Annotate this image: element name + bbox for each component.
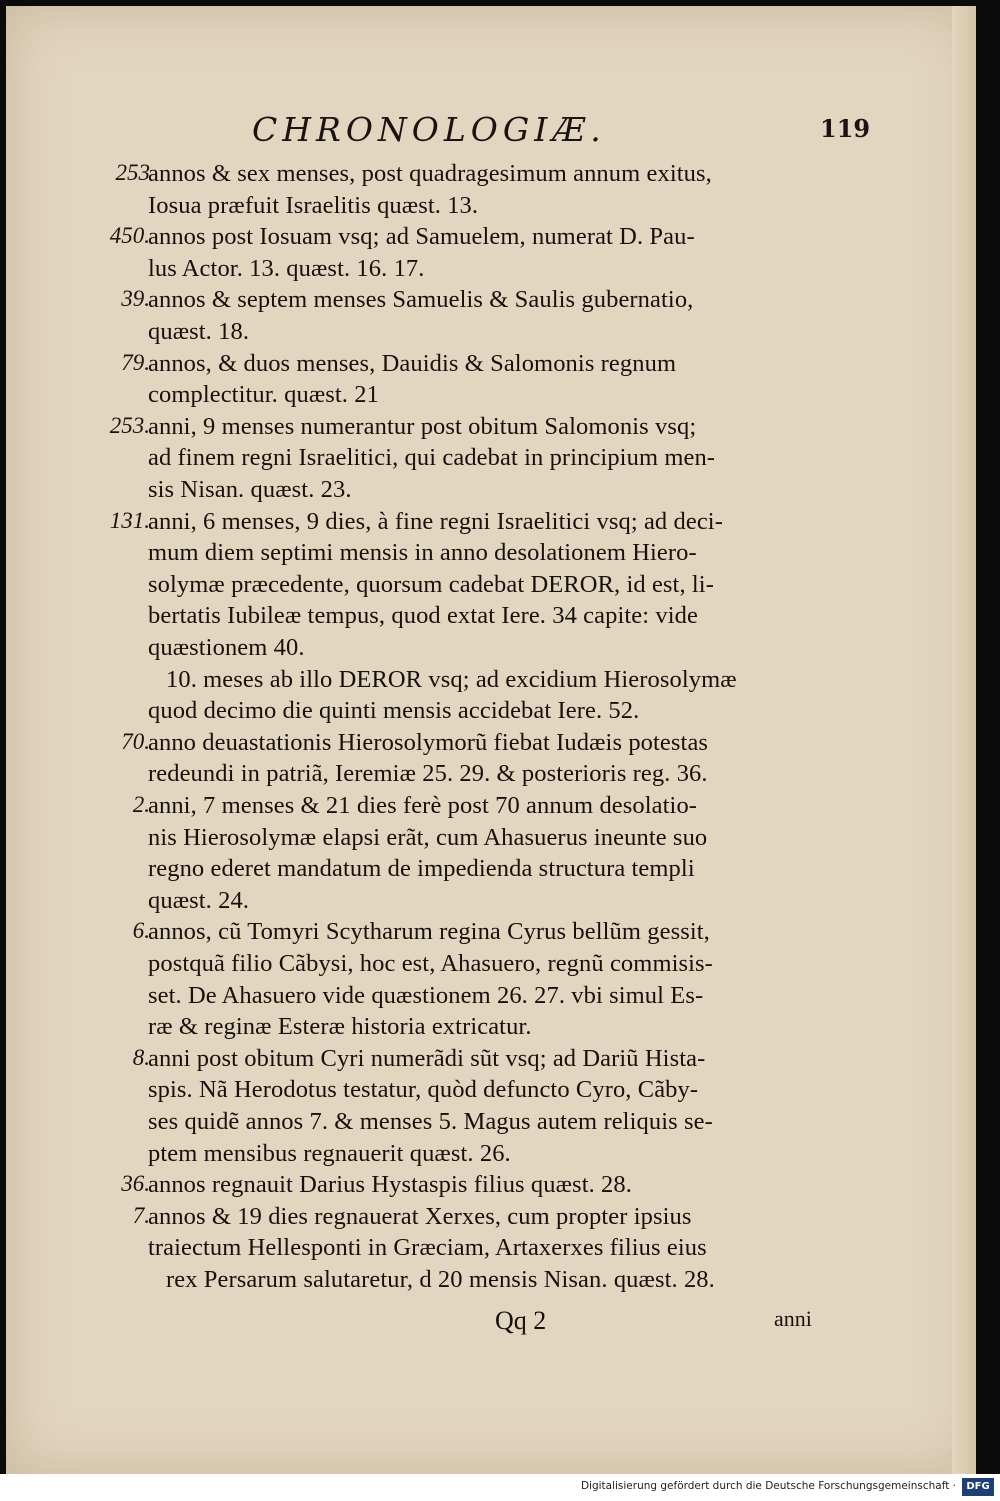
line-text: Iosua præfuit Israelitis quæst. 13.: [148, 191, 479, 219]
text-line: [0, 887, 1000, 917]
year-count: 253.: [109, 412, 150, 438]
year-count: 7.: [132, 1202, 150, 1228]
text-line: [0, 476, 1000, 506]
text-line: [0, 1203, 1000, 1233]
line-text: mum diem septimi mensis in anno desolationem Hiero-: [148, 539, 697, 567]
line-text: anni, 7 menses & 21 dies ferè post 70 annum desolatio-: [148, 792, 698, 819]
text-line: [0, 982, 1000, 1012]
text-line: [0, 571, 1000, 601]
running-header: CHRONOLOGIÆ.: [252, 110, 606, 149]
text-line: [0, 1266, 1000, 1296]
line-text: quod decimo die quinti mensis accidebat Iere. 52.: [148, 697, 640, 725]
text-line: [0, 192, 1000, 222]
text-line: [0, 350, 1000, 380]
line-text: traiectum Hellesponti in Græciam, Artaxerxes filius eius: [148, 1234, 707, 1262]
line-text: quæst. 24.: [148, 886, 250, 914]
text-line: [0, 381, 1000, 411]
text-line: [0, 318, 1000, 348]
text-line: [0, 697, 1000, 727]
year-count: 6.: [132, 918, 150, 944]
line-text: annos regnauit Darius Hystaspis filius quæst. 28.: [148, 1171, 632, 1199]
line-text: ræ & reginæ Esteræ historia extricatur.: [148, 1013, 532, 1041]
text-line: [0, 1045, 1000, 1075]
text-line: [0, 255, 1000, 285]
funding-note: Digitalisierung gefördert durch die Deutsche Forschungsgemeinschaft ·: [580, 1480, 956, 1492]
text-line: [0, 286, 1000, 316]
line-text: anni, 9 menses numerantur post obitum Salomonis vsq;: [148, 412, 697, 440]
line-text: set. De Ahasuero vide quæstionem 26. 27. vbi simul Es-: [148, 981, 704, 1009]
text-line: [0, 223, 1000, 253]
line-text: 10. meses ab illo DEROR vsq; ad excidium Hierosolymæ: [166, 665, 737, 693]
text-line: [0, 1140, 1000, 1170]
line-text: quæst. 18.: [148, 318, 250, 345]
year-count: 79.: [121, 349, 150, 375]
line-text: annos, & duos menses, Dauidis & Salomonis regnum: [148, 349, 677, 377]
catchword: anni: [774, 1306, 812, 1331]
line-text: sis Nisan. quæst. 23.: [148, 476, 352, 503]
page-number: 119: [820, 114, 871, 143]
text-line: [0, 855, 1000, 885]
line-text: anno deuastationis Hierosolymorũ fiebat Iudæis potestas: [148, 728, 709, 756]
text-line: [0, 950, 1000, 980]
text-line: [0, 792, 1000, 822]
text-line: [0, 413, 1000, 443]
line-text: regno ederet mandatum de impedienda structura templi: [148, 855, 695, 883]
text-line: [0, 1076, 1000, 1106]
line-text: spis. Nã Herodotus testatur, quòd defuncto Cyro, Cãby-: [148, 1076, 699, 1104]
year-count: 253: [115, 160, 150, 185]
line-text: complectitur. quæst. 21: [148, 381, 379, 409]
year-count: 2.: [132, 792, 150, 817]
line-text: anni, 6 menses, 9 dies, à fine regni Israelitici vsq; ad deci-: [148, 507, 723, 535]
text-line: [0, 666, 1000, 696]
text-line: [0, 918, 1000, 948]
line-text: quæstionem 40.: [148, 634, 305, 661]
text-line: [0, 824, 1000, 854]
footer-bar: [0, 1474, 1000, 1501]
text-line: [0, 160, 1000, 190]
line-text: postquã filio Cãbysi, hoc est, Ahasuero, regnũ commisis-: [148, 950, 713, 977]
text-line: [0, 508, 1000, 538]
text-line: [0, 729, 1000, 759]
text-line: [0, 1013, 1000, 1043]
line-text: solymæ præcedente, quorsum cadebat DEROR, id est, li-: [148, 570, 714, 598]
line-text: annos & sex menses, post quadragesimum annum exitus,: [148, 160, 712, 187]
year-count: 39.: [121, 286, 150, 312]
line-text: annos & 19 dies regnauerat Xerxes, cum propter ipsius: [148, 1202, 692, 1230]
text-line: [0, 760, 1000, 790]
line-text: redeundi in patriã, Ieremiæ 25. 29. & posterioris reg. 36.: [148, 760, 708, 788]
line-text: nis Hierosolymæ elapsi erãt, cum Ahasuerus ineunte suo: [148, 823, 708, 851]
dfg-logo: DFG: [962, 1478, 994, 1496]
text-line: [0, 1108, 1000, 1138]
line-text: ad finem regni Israelitici, qui cadebat in principium men-: [148, 444, 716, 472]
line-text: rex Persarum salutaretur, d 20 mensis Nisan. quæst. 28.: [166, 1266, 715, 1293]
text-line: [0, 539, 1000, 569]
year-count: 70.: [121, 728, 150, 754]
line-text: lus Actor. 13. quæst. 16. 17.: [148, 254, 425, 282]
text-line: [0, 1234, 1000, 1264]
year-count: 131.: [109, 507, 150, 533]
line-text: annos, cũ Tomyri Scytharum regina Cyrus bellũm gessit,: [148, 918, 710, 946]
text-line: [0, 602, 1000, 632]
text-line: [0, 444, 1000, 474]
line-text: annos & septem menses Samuelis & Saulis gubernatio,: [148, 286, 694, 314]
line-text: bertatis Iubileæ tempus, quod extat Iere. 34 capite: vide: [148, 602, 698, 630]
year-count: 8.: [132, 1044, 150, 1070]
year-count: 450.: [109, 223, 150, 249]
text-line: [0, 1171, 1000, 1201]
year-count: 36.: [121, 1171, 150, 1197]
line-text: ses quidẽ annos 7. & menses 5. Magus autem reliquis se-: [148, 1108, 713, 1135]
line-text: annos post Iosuam vsq; ad Samuelem, numerat D. Pau-: [148, 223, 695, 251]
line-text: anni post obitum Cyri numerãdi sũt vsq; ad Dariũ Hista-: [148, 1044, 706, 1072]
text-line: [0, 634, 1000, 664]
line-text: ptem mensibus regnauerit quæst. 26.: [148, 1139, 511, 1167]
signature-mark: Qq 2: [495, 1306, 547, 1335]
